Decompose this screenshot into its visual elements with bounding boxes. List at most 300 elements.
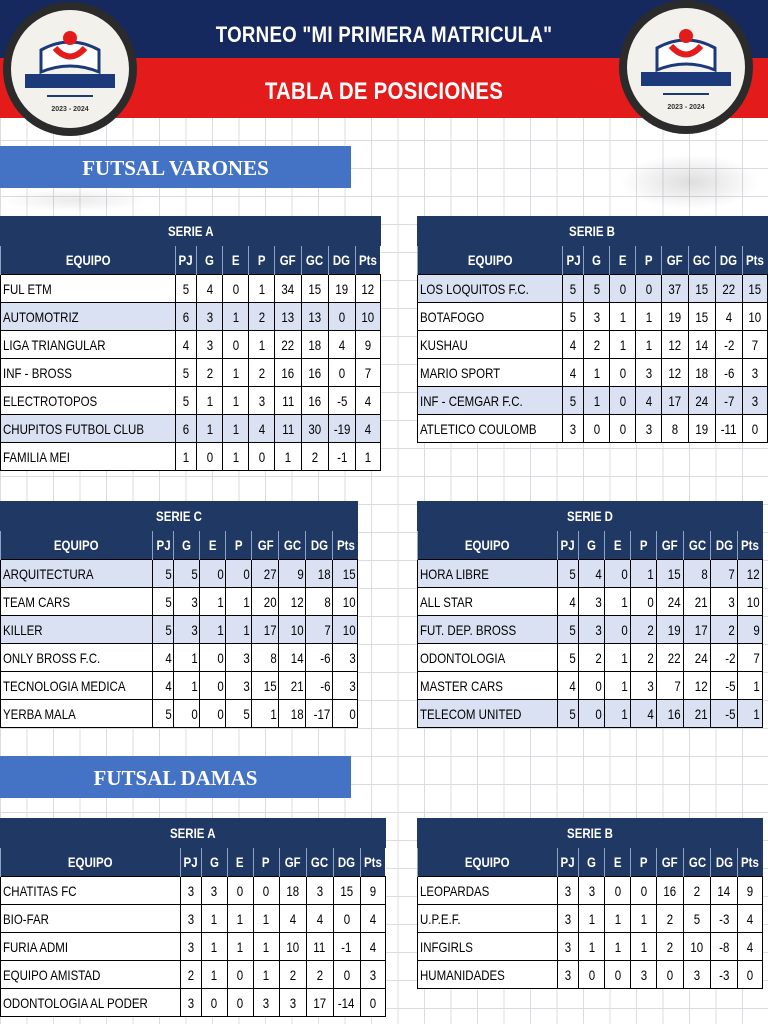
stat-pts: 9 xyxy=(738,616,763,644)
stat-g: 3 xyxy=(579,877,605,905)
column-header-pj: PJ xyxy=(563,246,584,275)
stat-gc: 3 xyxy=(684,961,711,989)
stat-e: 1 xyxy=(605,644,631,672)
stat-g: 4 xyxy=(196,275,222,303)
stat-pts: 10 xyxy=(738,588,763,616)
stat-gc: 15 xyxy=(688,303,715,331)
stat-gf: 16 xyxy=(657,700,684,728)
stat-p: 1 xyxy=(631,905,657,933)
team-name: EQUIPO AMISTAD xyxy=(1,961,181,989)
stat-g: 0 xyxy=(196,443,222,471)
team-name: FUT. DEP. BROSS xyxy=(418,616,558,644)
table-row xyxy=(418,961,763,989)
team-name: YERBA MALA xyxy=(1,700,153,728)
table-row xyxy=(418,700,763,728)
stat-e: 1 xyxy=(605,905,631,933)
stat-g: 1 xyxy=(196,415,222,443)
stat-p: 1 xyxy=(631,933,657,961)
stat-pts: 0 xyxy=(738,961,763,989)
stat-e: 0 xyxy=(200,644,226,672)
stat-gc: 5 xyxy=(684,905,711,933)
column-header-pts: Pts xyxy=(333,531,358,560)
stat-p: 3 xyxy=(636,359,662,387)
team-name: FAMILIA MEI xyxy=(1,443,176,471)
serie-title: SERIE B xyxy=(418,217,768,246)
column-header-gc: GC xyxy=(306,848,333,877)
table-row xyxy=(1,303,381,331)
stat-p: 1 xyxy=(631,560,657,588)
stat-g: 5 xyxy=(584,275,610,303)
table-row xyxy=(418,415,768,443)
team-name: LOS LOQUITOS F.C. xyxy=(418,275,563,303)
column-header-p: P xyxy=(631,848,657,877)
stat-dg: -2 xyxy=(715,331,742,359)
column-header-gf: GF xyxy=(274,246,301,275)
stat-dg: 14 xyxy=(711,877,738,905)
column-header-equipo: EQUIPO xyxy=(418,848,558,877)
team-name: AUTOMOTRIZ xyxy=(1,303,176,331)
stat-pj: 3 xyxy=(180,877,201,905)
stat-gc: 8 xyxy=(684,560,711,588)
stat-gf: 24 xyxy=(657,588,684,616)
stat-gf: 13 xyxy=(274,303,301,331)
table-row xyxy=(1,700,358,728)
stat-gc: 11 xyxy=(306,933,333,961)
stat-gc: 16 xyxy=(301,359,328,387)
stat-pts: 3 xyxy=(742,359,767,387)
stat-e: 1 xyxy=(222,303,248,331)
team-name: CHATITAS FC xyxy=(1,877,181,905)
stat-pts: 12 xyxy=(355,275,380,303)
stat-gc: 15 xyxy=(688,275,715,303)
stat-e: 0 xyxy=(227,877,253,905)
stat-pj: 5 xyxy=(563,303,584,331)
stat-p: 3 xyxy=(631,672,657,700)
column-header-pj: PJ xyxy=(558,531,579,560)
stat-gc: 18 xyxy=(688,359,715,387)
stat-g: 0 xyxy=(579,700,605,728)
stat-e: 0 xyxy=(605,961,631,989)
stat-g: 1 xyxy=(579,905,605,933)
stat-gf: 19 xyxy=(657,616,684,644)
standings-table xyxy=(417,501,763,728)
serie-title: SERIE C xyxy=(1,502,358,531)
stat-gc: 12 xyxy=(279,588,306,616)
stat-p: 4 xyxy=(248,415,274,443)
stat-dg: -5 xyxy=(328,387,355,415)
stat-g: 2 xyxy=(579,644,605,672)
team-name: ELECTROTOPOS xyxy=(1,387,176,415)
stat-p: 1 xyxy=(253,905,279,933)
table-row xyxy=(1,359,381,387)
stat-gc: 2 xyxy=(301,443,328,471)
table-row xyxy=(1,877,386,905)
stat-e: 1 xyxy=(227,933,253,961)
stat-gf: 8 xyxy=(661,415,688,443)
stat-e: 1 xyxy=(605,672,631,700)
team-name: BOTAFOGO xyxy=(418,303,563,331)
stat-pj: 5 xyxy=(558,700,579,728)
stat-e: 0 xyxy=(227,961,253,989)
stat-e: 0 xyxy=(227,989,253,1017)
stat-dg: -6 xyxy=(306,672,333,700)
column-header-p: P xyxy=(226,531,252,560)
serie-title: SERIE A xyxy=(1,819,386,848)
table-row xyxy=(1,644,358,672)
stat-gf: 27 xyxy=(252,560,279,588)
stat-pj: 1 xyxy=(175,443,196,471)
stat-pts: 4 xyxy=(355,387,380,415)
team-name: CHUPITOS FUTBOL CLUB xyxy=(1,415,176,443)
stat-gf: 19 xyxy=(661,303,688,331)
stat-pj: 4 xyxy=(153,644,174,672)
stat-dg: -7 xyxy=(715,387,742,415)
stat-gf: 16 xyxy=(657,877,684,905)
stat-p: 3 xyxy=(226,644,252,672)
team-name: TELECOM UNITED xyxy=(418,700,558,728)
stat-gc: 12 xyxy=(684,672,711,700)
stat-pj: 4 xyxy=(558,672,579,700)
column-header-dg: DG xyxy=(333,848,360,877)
stat-pj: 4 xyxy=(153,672,174,700)
stat-g: 0 xyxy=(201,989,227,1017)
stat-p: 0 xyxy=(631,588,657,616)
stat-g: 1 xyxy=(201,905,227,933)
table-row xyxy=(1,672,358,700)
team-name: LEOPARDAS xyxy=(418,877,558,905)
stat-pts: 15 xyxy=(742,275,767,303)
stat-g: 3 xyxy=(196,331,222,359)
stat-dg: -6 xyxy=(715,359,742,387)
stat-dg: 18 xyxy=(306,560,333,588)
team-name: TEAM CARS xyxy=(1,588,153,616)
stat-g: 2 xyxy=(196,359,222,387)
stat-pts: 10 xyxy=(355,303,380,331)
stat-gf: 37 xyxy=(661,275,688,303)
team-name: ONLY BROSS F.C. xyxy=(1,644,153,672)
column-header-pj: PJ xyxy=(180,848,201,877)
stat-gc: 21 xyxy=(279,672,306,700)
column-header-pts: Pts xyxy=(738,531,763,560)
team-name: INFGIRLS xyxy=(418,933,558,961)
stat-gc: 2 xyxy=(684,877,711,905)
stat-pj: 2 xyxy=(180,961,201,989)
stat-gc: 2 xyxy=(306,961,333,989)
stat-pts: 4 xyxy=(738,905,763,933)
stat-g: 1 xyxy=(201,961,227,989)
team-name: ODONTOLOGIA AL PODER xyxy=(1,989,181,1017)
stat-p: 1 xyxy=(248,275,274,303)
column-header-pts: Pts xyxy=(355,246,380,275)
section-title-futsal-damas: FUTSAL DAMAS xyxy=(0,756,351,798)
column-header-gf: GF xyxy=(252,531,279,560)
stat-gf: 2 xyxy=(657,933,684,961)
stat-pts: 12 xyxy=(738,560,763,588)
logo-years: 2023 - 2024 xyxy=(667,104,705,111)
table-row xyxy=(418,588,763,616)
stat-e: 1 xyxy=(610,331,636,359)
stat-pj: 3 xyxy=(558,933,579,961)
stat-pj: 5 xyxy=(153,588,174,616)
stat-dg: -5 xyxy=(711,672,738,700)
stat-e: 0 xyxy=(222,275,248,303)
stat-g: 3 xyxy=(579,588,605,616)
table-row xyxy=(418,877,763,905)
stat-gf: 7 xyxy=(657,672,684,700)
standings-table xyxy=(417,818,763,989)
stat-gc: 3 xyxy=(306,877,333,905)
column-header-e: E xyxy=(605,848,631,877)
decorative-shadow xyxy=(620,154,760,210)
stat-pts: 4 xyxy=(738,933,763,961)
stat-pj: 3 xyxy=(180,905,201,933)
column-header-e: E xyxy=(610,246,636,275)
serie-title: SERIE B xyxy=(418,819,763,848)
stat-pj: 4 xyxy=(175,331,196,359)
stat-g: 0 xyxy=(579,961,605,989)
stat-dg: 4 xyxy=(328,331,355,359)
column-header-pts: Pts xyxy=(738,848,763,877)
stat-g: 3 xyxy=(196,303,222,331)
stat-pts: 9 xyxy=(360,877,385,905)
stat-p: 2 xyxy=(248,303,274,331)
team-name: U.P.E.F. xyxy=(418,905,558,933)
stat-e: 0 xyxy=(605,616,631,644)
stat-pj: 3 xyxy=(558,877,579,905)
column-header-dg: DG xyxy=(715,246,742,275)
tournament-title: TORNEO "MI PRIMERA MATRICULA" xyxy=(215,22,553,47)
column-header-gc: GC xyxy=(684,531,711,560)
stat-dg: -8 xyxy=(711,933,738,961)
stat-pts: 4 xyxy=(360,905,385,933)
team-name: HUMANIDADES xyxy=(418,961,558,989)
stat-p: 4 xyxy=(631,700,657,728)
stat-p: 0 xyxy=(253,877,279,905)
stat-g: 3 xyxy=(579,616,605,644)
stat-g: 0 xyxy=(584,415,610,443)
stat-g: 1 xyxy=(196,387,222,415)
team-name: MASTER CARS xyxy=(418,672,558,700)
stat-dg: -2 xyxy=(711,644,738,672)
stat-dg: 4 xyxy=(715,303,742,331)
table-row xyxy=(1,415,381,443)
stat-dg: -19 xyxy=(328,415,355,443)
stat-e: 0 xyxy=(610,415,636,443)
column-header-e: E xyxy=(200,531,226,560)
team-name: MARIO SPORT xyxy=(418,359,563,387)
stat-pj: 6 xyxy=(175,415,196,443)
stat-dg: -17 xyxy=(306,700,333,728)
column-header-dg: DG xyxy=(306,531,333,560)
stat-pts: 4 xyxy=(355,415,380,443)
stat-g: 1 xyxy=(579,933,605,961)
stat-dg: 22 xyxy=(715,275,742,303)
stat-dg: -6 xyxy=(306,644,333,672)
stat-gc: 10 xyxy=(684,933,711,961)
stat-gf: 11 xyxy=(274,387,301,415)
stat-e: 0 xyxy=(200,700,226,728)
stat-e: 1 xyxy=(222,359,248,387)
column-header-equipo: EQUIPO xyxy=(1,531,153,560)
standings-table xyxy=(417,216,768,443)
stat-pj: 5 xyxy=(175,359,196,387)
stat-g: 2 xyxy=(584,331,610,359)
stat-dg: 0 xyxy=(333,905,360,933)
column-header-e: E xyxy=(605,531,631,560)
stat-pj: 3 xyxy=(558,961,579,989)
stat-gc: 21 xyxy=(684,700,711,728)
stat-pj: 5 xyxy=(558,560,579,588)
stat-pts: 7 xyxy=(742,331,767,359)
table-row xyxy=(418,303,768,331)
stat-pj: 5 xyxy=(563,387,584,415)
stat-gf: 12 xyxy=(661,331,688,359)
stat-pts: 1 xyxy=(738,672,763,700)
column-header-gc: GC xyxy=(279,531,306,560)
stat-gf: 4 xyxy=(279,905,306,933)
column-header-p: P xyxy=(248,246,274,275)
stat-gc: 15 xyxy=(301,275,328,303)
stat-gc: 9 xyxy=(279,560,306,588)
table-row xyxy=(418,672,763,700)
stat-dg: 8 xyxy=(306,588,333,616)
column-header-p: P xyxy=(631,531,657,560)
table-row xyxy=(1,961,386,989)
stat-p: 2 xyxy=(248,359,274,387)
standings-table xyxy=(0,216,381,471)
stat-gc: 17 xyxy=(684,616,711,644)
stat-gf: 17 xyxy=(252,616,279,644)
column-header-pj: PJ xyxy=(558,848,579,877)
column-header-dg: DG xyxy=(711,848,738,877)
stat-pj: 4 xyxy=(563,359,584,387)
table-row xyxy=(418,905,763,933)
stat-pj: 5 xyxy=(153,616,174,644)
stat-p: 2 xyxy=(631,616,657,644)
section-title-futsal-varones: FUTSAL VARONES xyxy=(0,146,351,188)
column-header-gc: GC xyxy=(684,848,711,877)
stat-p: 1 xyxy=(636,303,662,331)
team-name: HORA LIBRE xyxy=(418,560,558,588)
column-header-gc: GC xyxy=(688,246,715,275)
stat-e: 1 xyxy=(200,616,226,644)
stat-gf: 1 xyxy=(252,700,279,728)
column-header-pj: PJ xyxy=(175,246,196,275)
stat-pts: 10 xyxy=(333,588,358,616)
stat-pts: 3 xyxy=(333,644,358,672)
column-header-dg: DG xyxy=(328,246,355,275)
stat-dg: 0 xyxy=(328,303,355,331)
stat-e: 0 xyxy=(610,275,636,303)
stat-pts: 7 xyxy=(738,644,763,672)
stat-p: 3 xyxy=(636,415,662,443)
stat-g: 3 xyxy=(201,877,227,905)
stat-gc: 30 xyxy=(301,415,328,443)
column-header-g: G xyxy=(174,531,200,560)
table-row xyxy=(1,387,381,415)
stat-pts: 9 xyxy=(355,331,380,359)
stat-pj: 3 xyxy=(180,989,201,1017)
stat-pts: 1 xyxy=(355,443,380,471)
stat-dg: 2 xyxy=(711,616,738,644)
stat-gc: 21 xyxy=(684,588,711,616)
stat-p: 1 xyxy=(636,331,662,359)
stat-e: 1 xyxy=(605,933,631,961)
stat-dg: 7 xyxy=(711,560,738,588)
decorative-shadow xyxy=(0,188,150,212)
table-row xyxy=(418,331,768,359)
stat-gf: 12 xyxy=(661,359,688,387)
table-row xyxy=(1,933,386,961)
stat-p: 5 xyxy=(226,700,252,728)
stat-gf: 22 xyxy=(274,331,301,359)
stat-gc: 16 xyxy=(301,387,328,415)
table-row xyxy=(418,616,763,644)
column-header-equipo: EQUIPO xyxy=(1,848,181,877)
stat-dg: -5 xyxy=(711,700,738,728)
team-name: FUL ETM xyxy=(1,275,176,303)
stat-p: 3 xyxy=(253,989,279,1017)
stat-p: 1 xyxy=(248,331,274,359)
stat-gf: 3 xyxy=(279,989,306,1017)
column-header-dg: DG xyxy=(711,531,738,560)
stat-p: 3 xyxy=(226,672,252,700)
column-header-pts: Pts xyxy=(360,848,385,877)
table-row xyxy=(418,275,768,303)
stat-pts: 3 xyxy=(360,961,385,989)
stat-e: 1 xyxy=(222,415,248,443)
stat-pj: 5 xyxy=(558,616,579,644)
stat-gf: 2 xyxy=(657,905,684,933)
stat-e: 1 xyxy=(605,700,631,728)
stat-e: 1 xyxy=(200,588,226,616)
stat-pj: 4 xyxy=(563,331,584,359)
stat-gf: 17 xyxy=(661,387,688,415)
stat-dg: 3 xyxy=(711,588,738,616)
column-header-g: G xyxy=(201,848,227,877)
stat-e: 0 xyxy=(610,387,636,415)
stat-g: 1 xyxy=(174,672,200,700)
stat-dg: -1 xyxy=(328,443,355,471)
table-row xyxy=(418,644,763,672)
stat-pj: 5 xyxy=(153,700,174,728)
stat-dg: 15 xyxy=(333,877,360,905)
stat-dg: -14 xyxy=(333,989,360,1017)
stat-pj: 6 xyxy=(175,303,196,331)
stat-e: 0 xyxy=(200,672,226,700)
column-header-pts: Pts xyxy=(742,246,767,275)
stat-g: 4 xyxy=(579,560,605,588)
stat-pj: 5 xyxy=(175,387,196,415)
stat-gc: 18 xyxy=(301,331,328,359)
stat-p: 1 xyxy=(226,588,252,616)
stat-e: 1 xyxy=(610,303,636,331)
team-name: LIGA TRIANGULAR xyxy=(1,331,176,359)
table-row xyxy=(1,560,358,588)
stat-dg: 0 xyxy=(333,961,360,989)
stat-gc: 10 xyxy=(279,616,306,644)
stat-gf: 22 xyxy=(657,644,684,672)
stat-pj: 3 xyxy=(558,905,579,933)
team-name: ODONTOLOGIA xyxy=(418,644,558,672)
stat-pj: 5 xyxy=(175,275,196,303)
team-name: INF - BROSS xyxy=(1,359,176,387)
stat-gf: 20 xyxy=(252,588,279,616)
stat-e: 1 xyxy=(222,443,248,471)
stat-gf: 11 xyxy=(274,415,301,443)
stat-g: 1 xyxy=(584,387,610,415)
stat-g: 3 xyxy=(174,588,200,616)
